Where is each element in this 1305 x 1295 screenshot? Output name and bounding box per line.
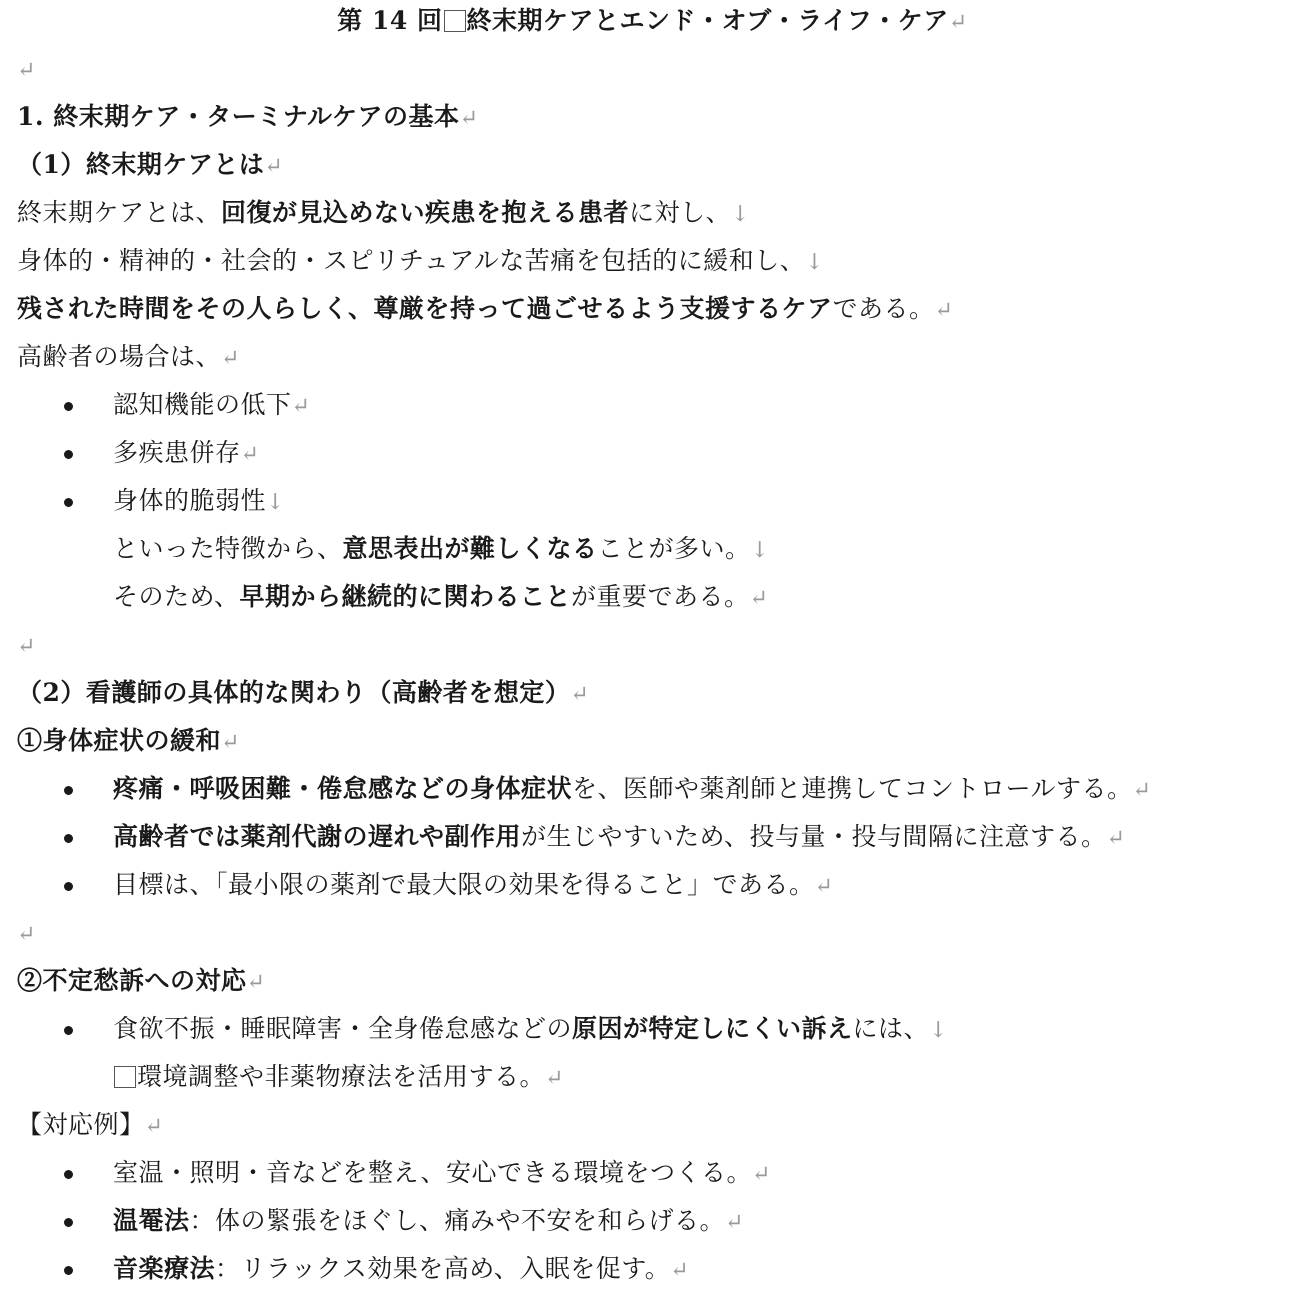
text-run: 身体的・精神的・社会的・スピリチュアルな苦痛を包括的に緩和し、 xyxy=(17,246,806,275)
empty-paragraph xyxy=(17,621,36,669)
text-run: そのため、 xyxy=(113,582,240,611)
text-run: に対し、 xyxy=(629,198,732,227)
list-item xyxy=(113,1005,948,1053)
paragraph-mark-icon: ↵ xyxy=(240,442,260,467)
paragraph-mark-icon: ↵ xyxy=(934,298,954,323)
bullet-icon xyxy=(64,1266,73,1275)
bold-text-run: 回復が見込めない疾患を抱える患者 xyxy=(221,198,630,227)
list-item-text: 身体的脆弱性 xyxy=(113,486,267,515)
list-item xyxy=(113,1245,689,1293)
list-continuation xyxy=(113,525,769,573)
text-run: を、医師や薬剤師と連携してコントロールする。 xyxy=(572,774,1133,803)
paragraph-mark-icon: ↵ xyxy=(1132,778,1152,803)
list-continuation xyxy=(113,1053,564,1101)
list-item-text: 多疾患併存 xyxy=(113,438,241,467)
paragraph-mark-icon: ↵ xyxy=(221,346,240,371)
bullet-icon xyxy=(64,498,73,507)
line-break-icon: ↓ xyxy=(266,490,285,515)
subsection-heading-2 xyxy=(17,669,589,717)
topic-heading-2 xyxy=(17,957,265,1005)
list-item xyxy=(113,765,1151,813)
text-run: である。 xyxy=(832,294,935,323)
paragraph-mark-icon: ↵ xyxy=(17,922,36,947)
paragraph-mark-icon: ↵ xyxy=(144,1114,164,1139)
bullet-icon xyxy=(64,402,73,411)
paragraph-mark-icon: ↵ xyxy=(246,970,266,995)
subsection-heading-text: （1）終末期ケアとは xyxy=(17,150,265,179)
empty-paragraph xyxy=(17,909,36,957)
text-run: が重要である。 xyxy=(571,582,750,611)
bullet-icon xyxy=(64,1218,73,1227)
paragraph-mark-icon: ↵ xyxy=(545,1066,564,1091)
bold-text-run: 温罨法 xyxy=(113,1206,190,1235)
placeholder-box-icon xyxy=(114,1066,136,1088)
text-run: 環境調整や非薬物療法を活用する。 xyxy=(137,1062,546,1091)
text-run: ：リラックス効果を高め、入眠を促す。 xyxy=(215,1254,671,1283)
paragraph-line xyxy=(17,237,824,285)
text-run: といった特徴から、 xyxy=(113,534,343,563)
empty-paragraph xyxy=(17,45,36,93)
subsection-heading-1 xyxy=(17,141,283,189)
paragraph-line xyxy=(17,333,240,381)
bullet-icon xyxy=(64,1026,73,1035)
bullet-icon xyxy=(64,834,73,843)
paragraph-mark-icon: ↵ xyxy=(670,1258,690,1283)
title-text: 終末期ケアとエンド・オブ・ライフ・ケア xyxy=(466,6,949,35)
bold-text-run: 早期から継続的に関わること xyxy=(239,582,572,611)
line-break-icon: ↓ xyxy=(731,202,750,227)
line-break-icon: ↓ xyxy=(929,1018,948,1043)
topic-heading-text: ①身体症状の緩和 xyxy=(17,726,222,755)
bold-text-run: 残された時間をその人らしく、尊厳を持って過ごせるよう支援するケア xyxy=(17,294,833,323)
list-item xyxy=(113,429,259,477)
paragraph-mark-icon: ↵ xyxy=(264,154,284,179)
list-item xyxy=(113,1149,771,1197)
subsection-heading-text: （2）看護師の具体的な関わり（高齢者を想定） xyxy=(17,678,571,707)
title-number: 第 14 回 xyxy=(337,6,443,35)
paragraph-mark-icon: ↵ xyxy=(570,682,590,707)
paragraph-mark-icon: ↵ xyxy=(221,730,240,755)
text-run: 食欲不振・睡眠障害・全身倦怠感などの xyxy=(113,1014,573,1043)
example-heading xyxy=(17,1101,163,1149)
topic-heading-1 xyxy=(17,717,240,765)
bold-text-run: 高齢者では薬剤代謝の遅れや副作用 xyxy=(113,822,522,851)
list-item xyxy=(113,477,285,525)
placeholder-box-icon xyxy=(444,10,466,32)
bold-text-run: 音楽療法 xyxy=(113,1254,216,1283)
section-heading-1 xyxy=(17,93,479,141)
text-run: ことが多い。 xyxy=(597,534,751,563)
list-item xyxy=(113,813,1125,861)
document-title xyxy=(0,0,1305,45)
paragraph-mark-icon: ↵ xyxy=(1106,826,1126,851)
bold-text-run: 原因が特定しにくい訴え xyxy=(572,1014,853,1043)
paragraph-mark-icon: ↵ xyxy=(291,394,311,419)
bullet-icon xyxy=(64,450,73,459)
line-break-icon: ↓ xyxy=(805,250,825,275)
text-run: 高齢者の場合は、 xyxy=(17,342,222,371)
paragraph-mark-icon: ↵ xyxy=(17,634,36,659)
paragraph-mark-icon: ↵ xyxy=(725,1210,744,1235)
text-run: 室温・照明・音などを整え、安心できる環境をつくる。 xyxy=(113,1158,753,1187)
text-run: 目標は、「最小限の薬剤で最大限の効果を得ること」である。 xyxy=(113,870,815,899)
bullet-icon xyxy=(64,1170,73,1179)
list-item xyxy=(113,381,310,429)
list-item xyxy=(113,1197,744,1245)
paragraph-mark-icon: ↵ xyxy=(948,10,968,35)
section-heading-text: 1. 終末期ケア・ターミナルケアの基本 xyxy=(17,102,460,131)
text-run: 終末期ケアとは、 xyxy=(17,198,222,227)
bold-text-run: 意思表出が難しくなる xyxy=(342,534,598,563)
paragraph-mark-icon: ↵ xyxy=(749,586,769,611)
bullet-icon xyxy=(64,882,73,891)
paragraph-line xyxy=(17,189,750,237)
text-run: ：体の緊張をほぐし、痛みや不安を和らげる。 xyxy=(189,1206,726,1235)
paragraph-mark-icon: ↵ xyxy=(752,1162,771,1187)
paragraph-mark-icon: ↵ xyxy=(814,874,834,899)
paragraph-mark-icon: ↵ xyxy=(459,106,479,131)
bullet-icon xyxy=(64,786,73,795)
line-break-icon: ↓ xyxy=(750,538,770,563)
bold-text-run: 疼痛・呼吸困難・倦怠感などの身体症状 xyxy=(113,774,573,803)
topic-heading-text: ②不定愁訴への対応 xyxy=(17,966,247,995)
text-run: には、 xyxy=(852,1014,930,1043)
list-continuation xyxy=(113,573,768,621)
list-item-text: 認知機能の低下 xyxy=(113,390,292,419)
paragraph-mark-icon: ↵ xyxy=(17,58,36,83)
paragraph-line xyxy=(17,285,953,333)
example-heading-text: 【対応例】 xyxy=(17,1110,145,1139)
text-run: が生じやすいため、投与量・投与間隔に注意する。 xyxy=(521,822,1107,851)
list-item xyxy=(113,861,833,909)
